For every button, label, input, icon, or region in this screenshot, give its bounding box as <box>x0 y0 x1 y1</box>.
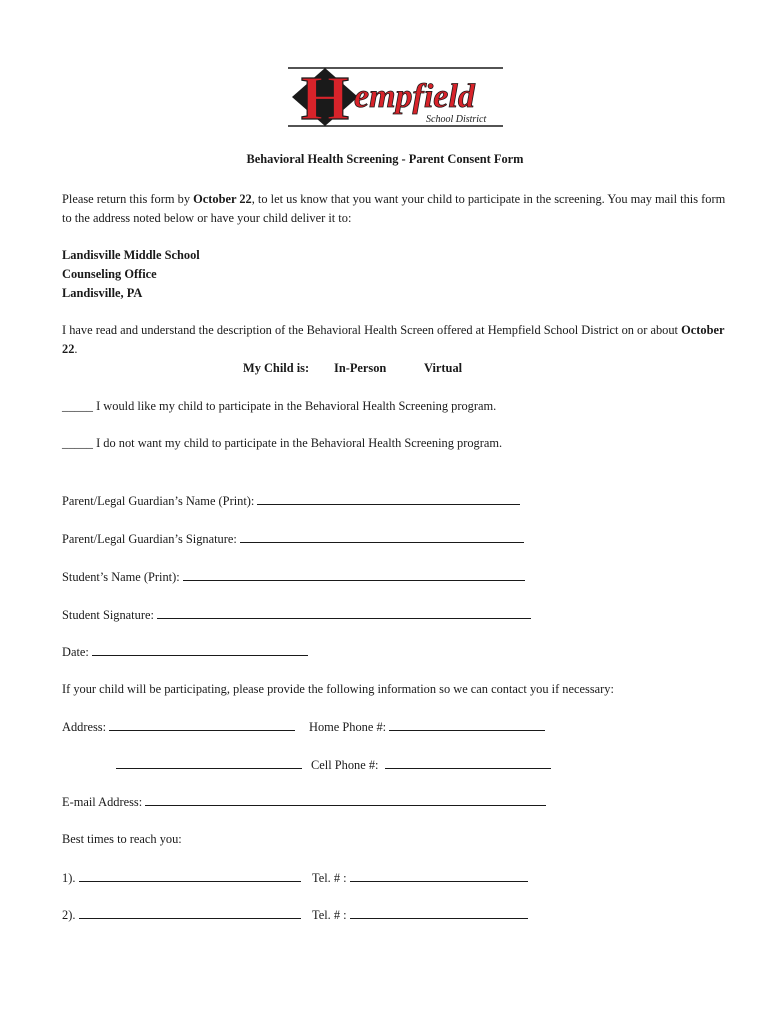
intro-deadline: October 22 <box>193 192 252 206</box>
address-field-1[interactable] <box>109 717 295 731</box>
child-mode-label: My Child is: <box>243 361 310 375</box>
tel-row-2 <box>312 905 528 925</box>
logo-name: empfield <box>354 78 475 115</box>
guardian-signature-row <box>62 529 524 549</box>
guardian-signature-label: Parent/Legal Guardian’s Signature: <box>62 532 237 546</box>
address-field-2[interactable] <box>116 755 302 769</box>
email-label: E-mail Address: <box>62 795 143 809</box>
student-signature-label: Student Signature: <box>62 608 154 622</box>
participate-option[interactable]: _____ I would like my child to participate in the Behavioral Health Screening program. <box>62 399 497 413</box>
student-signature-field[interactable] <box>157 605 531 619</box>
email-row <box>62 792 546 812</box>
ack-text-after: . <box>74 342 78 356</box>
intro-text-after: , to let us know that you want your child to participate in the screening. You may mail this form to the address noted below or have your child deliver it to: <box>62 192 726 225</box>
best-time-label-1: 1). <box>62 871 76 885</box>
ack-date: October 22 <box>62 323 725 356</box>
tel-label-2: Tel. # : <box>312 908 347 922</box>
logo-subtitle: School District <box>426 114 487 125</box>
decline-option[interactable]: _____ I do not want my child to participate in the Behavioral Health Screening program. <box>62 436 503 450</box>
school-location: Landisville, PA <box>62 286 143 300</box>
address-label: Address: <box>62 720 107 734</box>
date-row <box>62 642 308 662</box>
acknowledgement-paragraph <box>62 321 726 359</box>
tel-field-1[interactable] <box>350 868 528 882</box>
form-title: Behavioral Health Screening - Parent Consent Form <box>246 152 524 166</box>
best-time-field-2[interactable] <box>79 905 301 919</box>
best-times-label: Best times to reach you: <box>62 832 182 846</box>
cell-phone-label: Cell Phone #: <box>311 758 379 772</box>
ack-text-before: I have read and understand the description of the Behavioral Health Screen offered at Hempfield School District on or about <box>62 323 682 337</box>
home-phone-row <box>309 717 545 737</box>
date-label: Date: <box>62 645 89 659</box>
cell-phone-row <box>311 755 551 775</box>
student-name-field[interactable] <box>183 567 525 581</box>
home-phone-field[interactable] <box>389 717 545 731</box>
email-field[interactable] <box>145 792 546 806</box>
student-name-row <box>62 567 525 587</box>
date-field[interactable] <box>92 642 308 656</box>
cell-phone-field[interactable] <box>385 755 551 769</box>
best-time-field-1[interactable] <box>79 868 301 882</box>
guardian-signature-field[interactable] <box>240 529 524 543</box>
student-name-label: Student’s Name (Print): <box>62 570 180 584</box>
guardian-name-label: Parent/Legal Guardian’s Name (Print): <box>62 494 255 508</box>
best-time-row-2 <box>62 905 301 925</box>
best-time-label-2: 2). <box>62 908 76 922</box>
in-person-option[interactable]: In-Person <box>334 361 387 375</box>
home-phone-label: Home Phone #: <box>309 720 387 734</box>
contact-intro: If your child will be participating, please provide the following information so we can contact you if necessary: <box>62 682 614 696</box>
best-time-row-1 <box>62 868 301 888</box>
guardian-name-row <box>62 491 520 511</box>
tel-field-2[interactable] <box>350 905 528 919</box>
hempfield-logo <box>288 62 506 132</box>
address-row-2 <box>116 755 302 775</box>
intro-paragraph <box>62 190 726 228</box>
office-name: Counseling Office <box>62 267 157 281</box>
tel-row-1 <box>312 868 528 888</box>
intro-text-before: Please return this form by <box>62 192 194 206</box>
virtual-option[interactable]: Virtual <box>424 361 463 375</box>
student-signature-row <box>62 605 531 625</box>
tel-label-1: Tel. # : <box>312 871 347 885</box>
logo-letter: H <box>300 65 350 132</box>
address-row <box>62 717 295 737</box>
guardian-name-field[interactable] <box>257 491 520 505</box>
school-name: Landisville Middle School <box>62 248 200 262</box>
